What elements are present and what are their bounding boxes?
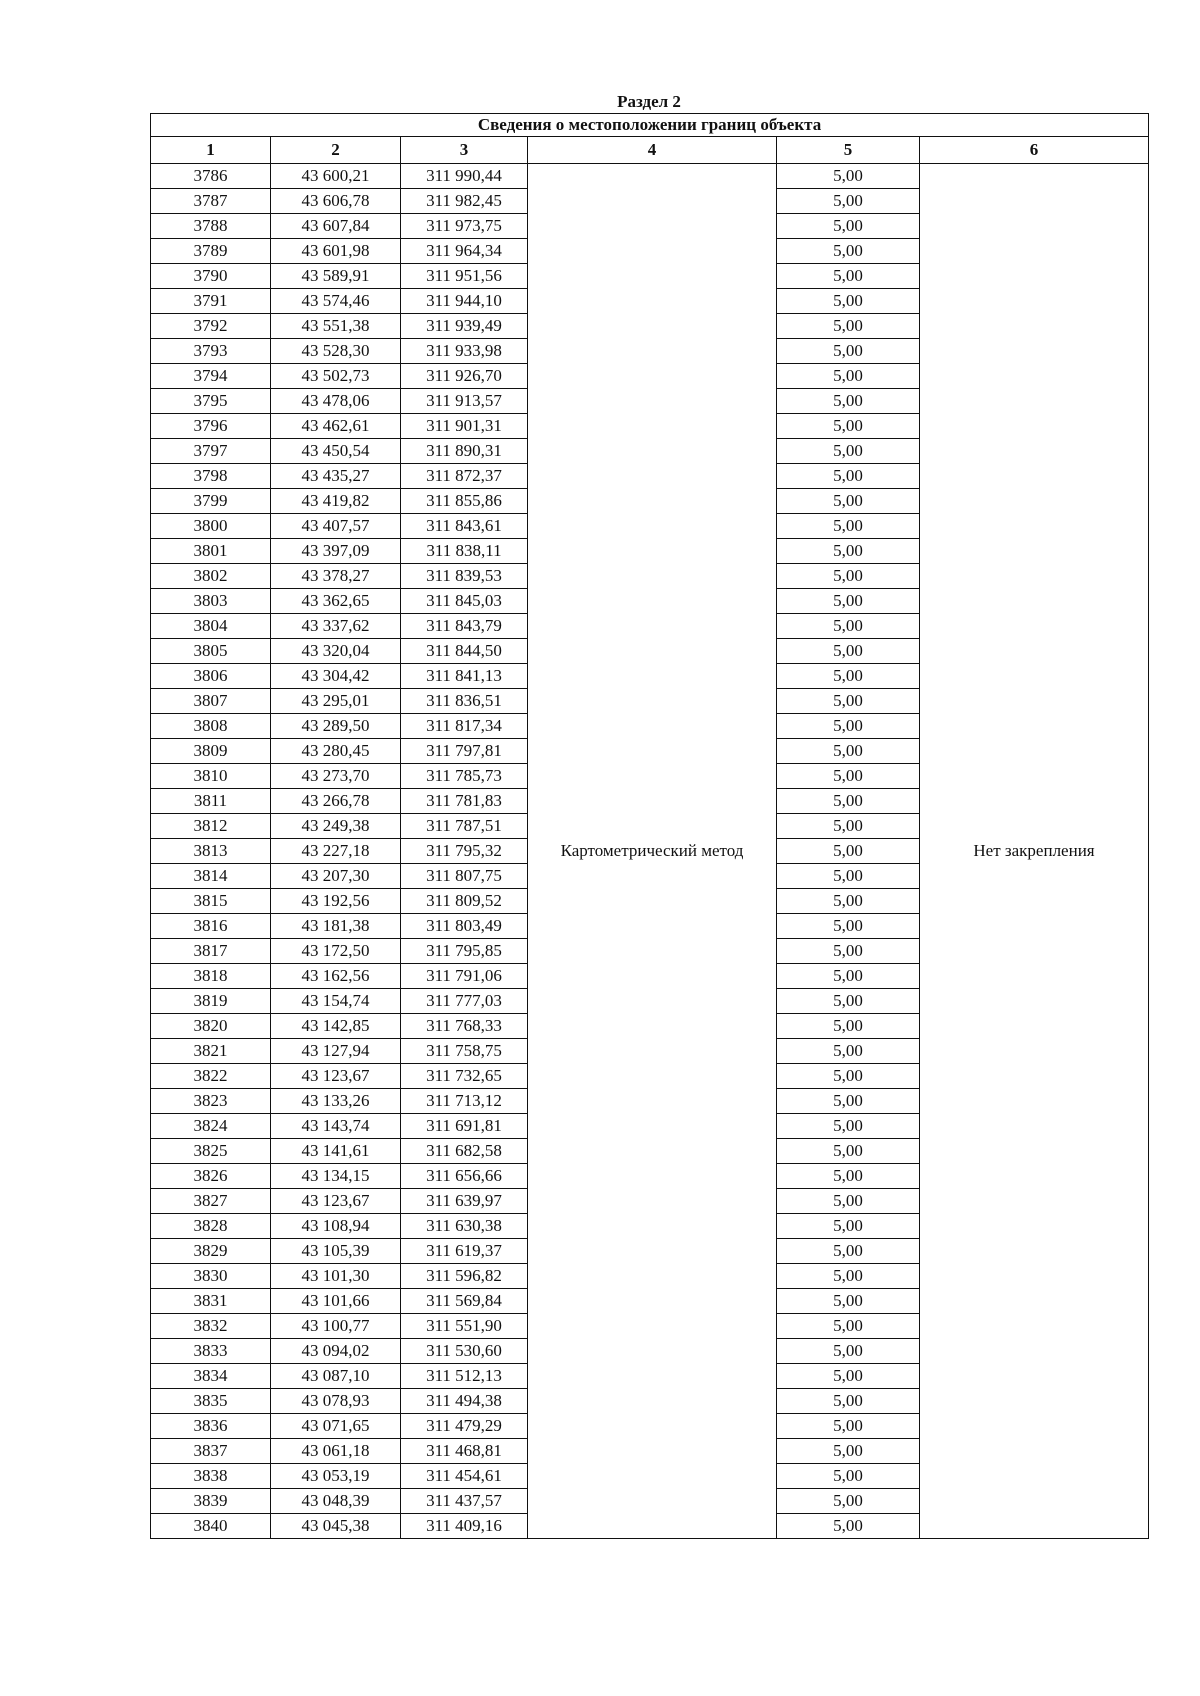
accuracy-cell: 5,00	[777, 1364, 920, 1389]
accuracy-cell: 5,00	[777, 1264, 920, 1289]
coordinate-x-cell: 43 101,66	[271, 1289, 401, 1314]
coordinate-x-cell: 43 078,93	[271, 1389, 401, 1414]
column-header: 6	[920, 137, 1149, 164]
point-number-cell: 3802	[151, 564, 271, 589]
accuracy-cell: 5,00	[777, 1139, 920, 1164]
point-number-cell: 3826	[151, 1164, 271, 1189]
coordinate-x-cell: 43 249,38	[271, 814, 401, 839]
coordinate-y-cell: 311 639,97	[401, 1189, 528, 1214]
point-number-cell: 3806	[151, 664, 271, 689]
point-number-cell: 3799	[151, 489, 271, 514]
point-number-cell: 3830	[151, 1264, 271, 1289]
coordinate-x-cell: 43 589,91	[271, 264, 401, 289]
column-header: 4	[528, 137, 777, 164]
coordinate-y-cell: 311 926,70	[401, 364, 528, 389]
coordinate-x-cell: 43 397,09	[271, 539, 401, 564]
coordinate-y-cell: 311 843,79	[401, 614, 528, 639]
point-number-cell: 3808	[151, 714, 271, 739]
accuracy-cell: 5,00	[777, 164, 920, 189]
coordinate-x-cell: 43 574,46	[271, 289, 401, 314]
accuracy-cell: 5,00	[777, 589, 920, 614]
coordinate-x-cell: 43 478,06	[271, 389, 401, 414]
accuracy-cell: 5,00	[777, 289, 920, 314]
coordinate-y-cell: 311 809,52	[401, 889, 528, 914]
accuracy-cell: 5,00	[777, 614, 920, 639]
coordinate-y-cell: 311 512,13	[401, 1364, 528, 1389]
coordinate-x-cell: 43 162,56	[271, 964, 401, 989]
point-number-cell: 3809	[151, 739, 271, 764]
section-title: Раздел 2	[617, 92, 681, 111]
accuracy-cell: 5,00	[777, 764, 920, 789]
coordinate-y-cell: 311 768,33	[401, 1014, 528, 1039]
coordinate-x-cell: 43 273,70	[271, 764, 401, 789]
accuracy-cell: 5,00	[777, 1489, 920, 1514]
point-number-cell: 3814	[151, 864, 271, 889]
coordinate-x-cell: 43 551,38	[271, 314, 401, 339]
coordinate-x-cell: 43 600,21	[271, 164, 401, 189]
coordinate-x-cell: 43 094,02	[271, 1339, 401, 1364]
coordinate-x-cell: 43 134,15	[271, 1164, 401, 1189]
column-header: 1	[151, 137, 271, 164]
coordinate-y-cell: 311 468,81	[401, 1439, 528, 1464]
point-number-cell: 3822	[151, 1064, 271, 1089]
coordinate-x-cell: 43 048,39	[271, 1489, 401, 1514]
coordinate-x-cell: 43 337,62	[271, 614, 401, 639]
table-caption: Сведения о местоположении границ объекта	[151, 114, 1149, 137]
point-number-cell: 3839	[151, 1489, 271, 1514]
point-number-cell: 3795	[151, 389, 271, 414]
coordinate-x-cell: 43 606,78	[271, 189, 401, 214]
accuracy-cell: 5,00	[777, 1214, 920, 1239]
coordinate-x-cell: 43 502,73	[271, 364, 401, 389]
coordinate-y-cell: 311 845,03	[401, 589, 528, 614]
accuracy-cell: 5,00	[777, 1514, 920, 1539]
accuracy-cell: 5,00	[777, 864, 920, 889]
coordinate-x-cell: 43 061,18	[271, 1439, 401, 1464]
coordinate-x-cell: 43 462,61	[271, 414, 401, 439]
coordinate-x-cell: 43 304,42	[271, 664, 401, 689]
coordinate-y-cell: 311 691,81	[401, 1114, 528, 1139]
coordinate-y-cell: 311 844,50	[401, 639, 528, 664]
column-header: 5	[777, 137, 920, 164]
point-number-cell: 3832	[151, 1314, 271, 1339]
point-number-cell: 3811	[151, 789, 271, 814]
coordinate-x-cell: 43 435,27	[271, 464, 401, 489]
coordinate-x-cell: 43 378,27	[271, 564, 401, 589]
accuracy-cell: 5,00	[777, 489, 920, 514]
accuracy-cell: 5,00	[777, 789, 920, 814]
coordinate-y-cell: 311 901,31	[401, 414, 528, 439]
coordinate-y-cell: 311 990,44	[401, 164, 528, 189]
point-number-cell: 3807	[151, 689, 271, 714]
accuracy-cell: 5,00	[777, 664, 920, 689]
coordinate-x-cell: 43 143,74	[271, 1114, 401, 1139]
accuracy-cell: 5,00	[777, 1314, 920, 1339]
column-header: 3	[401, 137, 528, 164]
point-number-cell: 3824	[151, 1114, 271, 1139]
accuracy-cell: 5,00	[777, 714, 920, 739]
accuracy-cell: 5,00	[777, 889, 920, 914]
point-number-cell: 3829	[151, 1239, 271, 1264]
accuracy-cell: 5,00	[777, 564, 920, 589]
accuracy-cell: 5,00	[777, 1039, 920, 1064]
coordinate-x-cell: 43 266,78	[271, 789, 401, 814]
column-header: 2	[271, 137, 401, 164]
point-number-cell: 3791	[151, 289, 271, 314]
accuracy-cell: 5,00	[777, 1239, 920, 1264]
coordinate-y-cell: 311 890,31	[401, 439, 528, 464]
accuracy-cell: 5,00	[777, 314, 920, 339]
coordinate-x-cell: 43 154,74	[271, 989, 401, 1014]
coordinate-y-cell: 311 596,82	[401, 1264, 528, 1289]
accuracy-cell: 5,00	[777, 639, 920, 664]
point-number-cell: 3823	[151, 1089, 271, 1114]
accuracy-cell: 5,00	[777, 814, 920, 839]
point-number-cell: 3837	[151, 1439, 271, 1464]
accuracy-cell: 5,00	[777, 1414, 920, 1439]
point-number-cell: 3812	[151, 814, 271, 839]
accuracy-cell: 5,00	[777, 189, 920, 214]
coordinate-x-cell: 43 289,50	[271, 714, 401, 739]
coordinate-y-cell: 311 951,56	[401, 264, 528, 289]
coordinate-x-cell: 43 601,98	[271, 239, 401, 264]
accuracy-cell: 5,00	[777, 914, 920, 939]
coordinate-x-cell: 43 105,39	[271, 1239, 401, 1264]
accuracy-cell: 5,00	[777, 1289, 920, 1314]
accuracy-cell: 5,00	[777, 1089, 920, 1114]
coordinate-x-cell: 43 101,30	[271, 1264, 401, 1289]
coordinate-y-cell: 311 795,32	[401, 839, 528, 864]
coordinate-y-cell: 311 682,58	[401, 1139, 528, 1164]
accuracy-cell: 5,00	[777, 939, 920, 964]
accuracy-cell: 5,00	[777, 839, 920, 864]
coordinate-y-cell: 311 803,49	[401, 914, 528, 939]
accuracy-cell: 5,00	[777, 339, 920, 364]
coordinate-y-cell: 311 454,61	[401, 1464, 528, 1489]
coordinate-x-cell: 43 295,01	[271, 689, 401, 714]
coordinate-x-cell: 43 227,18	[271, 839, 401, 864]
coordinate-x-cell: 43 133,26	[271, 1089, 401, 1114]
table-row	[151, 164, 1149, 189]
coordinate-x-cell: 43 192,56	[271, 889, 401, 914]
coordinate-y-cell: 311 933,98	[401, 339, 528, 364]
coordinate-x-cell: 43 053,19	[271, 1464, 401, 1489]
coordinate-y-cell: 311 656,66	[401, 1164, 528, 1189]
point-number-cell: 3817	[151, 939, 271, 964]
point-number-cell: 3838	[151, 1464, 271, 1489]
coordinate-y-cell: 311 838,11	[401, 539, 528, 564]
accuracy-cell: 5,00	[777, 1389, 920, 1414]
point-number-cell: 3820	[151, 1014, 271, 1039]
accuracy-cell: 5,00	[777, 239, 920, 264]
coordinate-y-cell: 311 939,49	[401, 314, 528, 339]
method-cell: Картометрический метод	[528, 164, 777, 1539]
coordinate-x-cell: 43 419,82	[271, 489, 401, 514]
accuracy-cell: 5,00	[777, 539, 920, 564]
accuracy-cell: 5,00	[777, 1439, 920, 1464]
coordinate-y-cell: 311 855,86	[401, 489, 528, 514]
point-number-cell: 3803	[151, 589, 271, 614]
point-number-cell: 3840	[151, 1514, 271, 1539]
coordinate-y-cell: 311 630,38	[401, 1214, 528, 1239]
point-number-cell: 3831	[151, 1289, 271, 1314]
coordinate-y-cell: 311 569,84	[401, 1289, 528, 1314]
point-number-cell: 3796	[151, 414, 271, 439]
coordinate-y-cell: 311 494,38	[401, 1389, 528, 1414]
accuracy-cell: 5,00	[777, 1464, 920, 1489]
accuracy-cell: 5,00	[777, 1164, 920, 1189]
coordinate-y-cell: 311 839,53	[401, 564, 528, 589]
coordinate-y-cell: 311 479,29	[401, 1414, 528, 1439]
point-number-cell: 3828	[151, 1214, 271, 1239]
point-number-cell: 3813	[151, 839, 271, 864]
coordinate-x-cell: 43 141,61	[271, 1139, 401, 1164]
coordinate-x-cell: 43 127,94	[271, 1039, 401, 1064]
accuracy-cell: 5,00	[777, 1064, 920, 1089]
coordinate-y-cell: 311 797,81	[401, 739, 528, 764]
coordinate-y-cell: 311 787,51	[401, 814, 528, 839]
point-number-cell: 3788	[151, 214, 271, 239]
coordinate-y-cell: 311 836,51	[401, 689, 528, 714]
table-body	[151, 164, 1149, 1539]
coordinate-x-cell: 43 607,84	[271, 214, 401, 239]
coordinate-x-cell: 43 123,67	[271, 1189, 401, 1214]
accuracy-cell: 5,00	[777, 964, 920, 989]
coordinate-y-cell: 311 807,75	[401, 864, 528, 889]
boundary-coordinates-table	[150, 113, 1149, 1539]
accuracy-cell: 5,00	[777, 389, 920, 414]
coordinate-y-cell: 311 530,60	[401, 1339, 528, 1364]
accuracy-cell: 5,00	[777, 439, 920, 464]
coordinate-y-cell: 311 437,57	[401, 1489, 528, 1514]
coordinate-x-cell: 43 123,67	[271, 1064, 401, 1089]
point-number-cell: 3825	[151, 1139, 271, 1164]
accuracy-cell: 5,00	[777, 989, 920, 1014]
point-number-cell: 3789	[151, 239, 271, 264]
coordinate-y-cell: 311 944,10	[401, 289, 528, 314]
point-number-cell: 3836	[151, 1414, 271, 1439]
fixation-cell: Нет закрепления	[920, 164, 1149, 1539]
coordinate-x-cell: 43 071,65	[271, 1414, 401, 1439]
accuracy-cell: 5,00	[777, 1114, 920, 1139]
coordinate-y-cell: 311 785,73	[401, 764, 528, 789]
coordinate-x-cell: 43 108,94	[271, 1214, 401, 1239]
point-number-cell: 3801	[151, 539, 271, 564]
point-number-cell: 3815	[151, 889, 271, 914]
accuracy-cell: 5,00	[777, 514, 920, 539]
accuracy-cell: 5,00	[777, 364, 920, 389]
point-number-cell: 3792	[151, 314, 271, 339]
coordinate-y-cell: 311 973,75	[401, 214, 528, 239]
coordinate-x-cell: 43 320,04	[271, 639, 401, 664]
coordinate-y-cell: 311 409,16	[401, 1514, 528, 1539]
coordinate-y-cell: 311 982,45	[401, 189, 528, 214]
coordinate-x-cell: 43 100,77	[271, 1314, 401, 1339]
point-number-cell: 3786	[151, 164, 271, 189]
coordinate-y-cell: 311 781,83	[401, 789, 528, 814]
accuracy-cell: 5,00	[777, 264, 920, 289]
coordinate-x-cell: 43 045,38	[271, 1514, 401, 1539]
coordinate-y-cell: 311 619,37	[401, 1239, 528, 1264]
point-number-cell: 3819	[151, 989, 271, 1014]
coordinate-y-cell: 311 551,90	[401, 1314, 528, 1339]
accuracy-cell: 5,00	[777, 689, 920, 714]
coordinate-x-cell: 43 142,85	[271, 1014, 401, 1039]
coordinate-y-cell: 311 777,03	[401, 989, 528, 1014]
point-number-cell: 3816	[151, 914, 271, 939]
point-number-cell: 3835	[151, 1389, 271, 1414]
coordinate-x-cell: 43 450,54	[271, 439, 401, 464]
point-number-cell: 3798	[151, 464, 271, 489]
coordinate-x-cell: 43 087,10	[271, 1364, 401, 1389]
coordinate-x-cell: 43 181,38	[271, 914, 401, 939]
point-number-cell: 3787	[151, 189, 271, 214]
coordinate-y-cell: 311 732,65	[401, 1064, 528, 1089]
point-number-cell: 3805	[151, 639, 271, 664]
point-number-cell: 3790	[151, 264, 271, 289]
accuracy-cell: 5,00	[777, 1014, 920, 1039]
coordinate-y-cell: 311 872,37	[401, 464, 528, 489]
point-number-cell: 3834	[151, 1364, 271, 1389]
coordinate-y-cell: 311 817,34	[401, 714, 528, 739]
coordinate-x-cell: 43 207,30	[271, 864, 401, 889]
point-number-cell: 3821	[151, 1039, 271, 1064]
column-header-row	[151, 137, 1149, 164]
point-number-cell: 3833	[151, 1339, 271, 1364]
point-number-cell: 3804	[151, 614, 271, 639]
point-number-cell: 3818	[151, 964, 271, 989]
coordinate-y-cell: 311 841,13	[401, 664, 528, 689]
coordinate-y-cell: 311 713,12	[401, 1089, 528, 1114]
coordinate-y-cell: 311 913,57	[401, 389, 528, 414]
point-number-cell: 3793	[151, 339, 271, 364]
accuracy-cell: 5,00	[777, 739, 920, 764]
coordinate-x-cell: 43 407,57	[271, 514, 401, 539]
coordinate-y-cell: 311 791,06	[401, 964, 528, 989]
point-number-cell: 3827	[151, 1189, 271, 1214]
point-number-cell: 3794	[151, 364, 271, 389]
accuracy-cell: 5,00	[777, 1339, 920, 1364]
coordinate-x-cell: 43 362,65	[271, 589, 401, 614]
coordinate-x-cell: 43 172,50	[271, 939, 401, 964]
accuracy-cell: 5,00	[777, 1189, 920, 1214]
coordinate-y-cell: 311 795,85	[401, 939, 528, 964]
coordinate-y-cell: 311 964,34	[401, 239, 528, 264]
accuracy-cell: 5,00	[777, 414, 920, 439]
coordinate-x-cell: 43 528,30	[271, 339, 401, 364]
point-number-cell: 3810	[151, 764, 271, 789]
accuracy-cell: 5,00	[777, 214, 920, 239]
point-number-cell: 3800	[151, 514, 271, 539]
coordinate-x-cell: 43 280,45	[271, 739, 401, 764]
coordinate-y-cell: 311 843,61	[401, 514, 528, 539]
point-number-cell: 3797	[151, 439, 271, 464]
accuracy-cell: 5,00	[777, 464, 920, 489]
coordinate-y-cell: 311 758,75	[401, 1039, 528, 1064]
